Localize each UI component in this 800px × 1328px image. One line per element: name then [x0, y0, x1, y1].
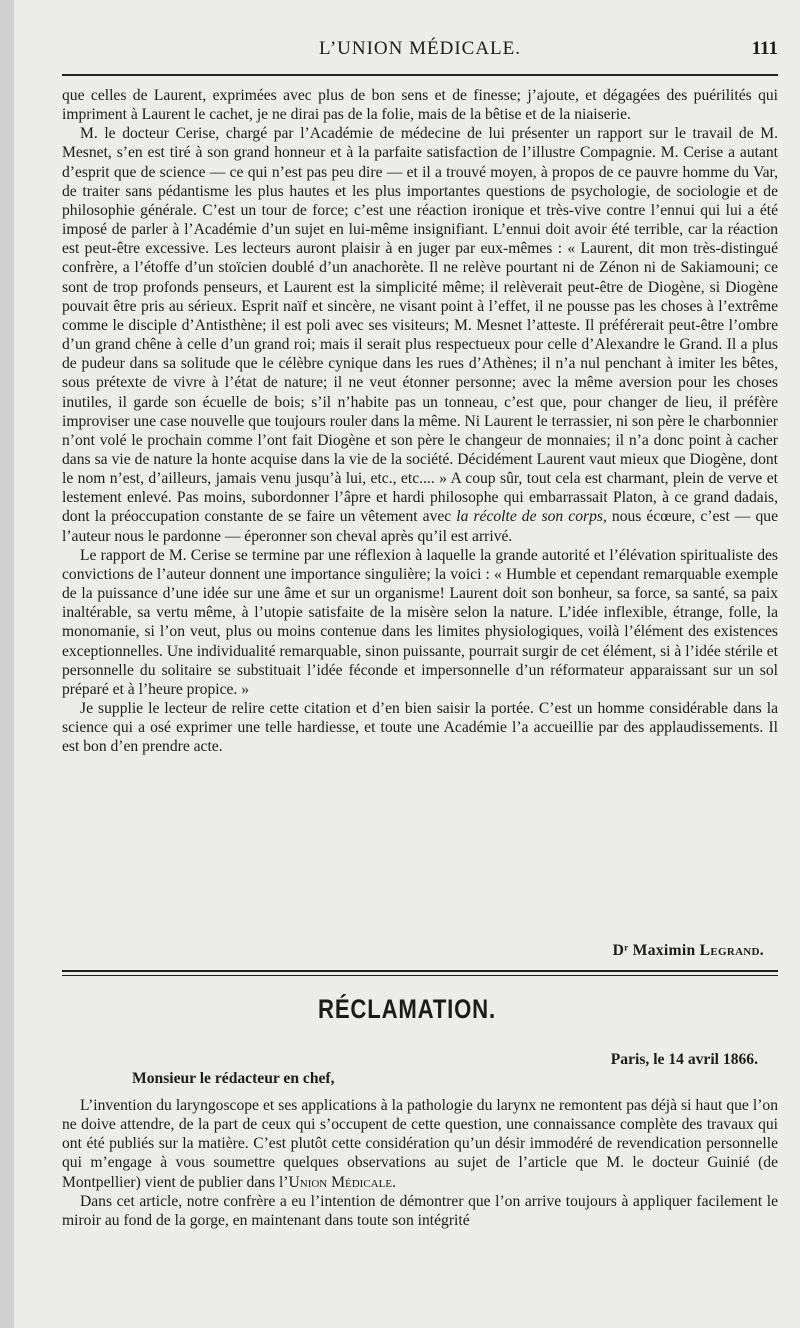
salutation: Monsieur le rédacteur en chef, [132, 1070, 335, 1088]
running-title: L’UNION MÉDICALE. [318, 38, 522, 59]
reclamation-paragraph-2: Dans cet article, notre confrère a eu l’intention de démontrer que l’on arrive toujours à appliquer facilement le miroir au fond de la gorge, en maintenant dans toute son intégrité [62, 1192, 778, 1229]
reclamation-body [62, 1050, 778, 1230]
paragraph-2-tail: nous écœure, c’est — que l’auteur nous le pardonne — éperonner son cheval après qu’il est arrivé. [62, 508, 779, 545]
signature-name: Legrand. [699, 942, 764, 959]
reclamation-paragraph-1 [62, 1096, 778, 1191]
paragraph-2-text: M. le docteur Cerise, chargé par l’Académie de médecine de lui présenter un rapport sur le travail de M. Mesnet, s’en est tiré à son grand honneur et à la parfaite satisfaction de l’illustre Compagnie. M. Cerise a autant d’esprit que de science — ce qui n’est pas peu dire — et il a trouvé moyen, à propos de ce pauvre homme du Var, de traiter sans pédantisme les plus hautes et les plus importantes questions de psychologie, de sociologie et de philosophie générale. C’est un tour de force; c’est une réaction ironique et très-vive contre l’ennui qui lui a été imposé de parler à l’Académie d’un sujet en lui-même insignifiant. L’ennui doit avoir été terrible, car la réaction est peut-être excessive. Les lecteurs auront plaisir à en juger par eux-mêmes : « Laurent, dit mon très-distingué confrère, a l’étoffe d’un stoïcien doublé d’un anachorète. Il ne relève pourtant ni de Zénon ni de Sakiamouni; ce sont de trop profonds penseurs, et Laurent est la simplicité même; il relèverait peut-être de Diogène, si Diogène pouvait être pris au sérieux. Esprit naïf et sincère, ne visant point à l’effet, il ne pousse pas les choses à l’extrême comme le disciple d’Antisthène; il est poli avec ses visiteurs; M. Mesnet l’atteste. Il préférerait peut-être l’ombre d’un grand chêne à celle d’un grand roi; mais il serait plus respectueux pour celle d’Alexandre le Grand. Il a plus de pudeur dans sa solitude que le célèbre cynique dans les rues d’Athènes; il n’a nul penchant à imiter les bêtes, sous prétexte de vivre à l’état de nature; il ne veut étonner personne; avec la même aversion pour les choses inutiles, il garde son écuelle de bois; s’il n’habite pas un tonneau, c’est que, pour changer de lieu, il préfère improviser une case nouvelle que toujours rouler dans la même. Ni Laurent le terrassier, ni son père le charbonnier n’ont volé le prochain comme l’ont fait Diogène et son père le changeur de monnaies; il n’a donc point à cacher dans sa vie de nature la honte acquise dans la vie de la société. Décidément Laurent vaut mieux que Diogène, dont le nom n’est, d’ailleurs, jamais venu jusqu’à lui, etc., etc.... » A coup sûr, tout cela est charmant, plein de verve et lestement enlevé. Pas moins, subordonner l’âpre et hardi philosophe qui embarrassait Platon, à ce grand dadais, dont la préoccupation constante de se faire un vêtement avec [62, 125, 778, 526]
reclamation-title: RÉCLAMATION. [318, 994, 496, 1024]
journal-name: Union Médicale [288, 1173, 393, 1191]
article-body [62, 86, 778, 756]
section-rule-top [62, 970, 778, 972]
newspaper-page [14, 0, 800, 1328]
paragraph-3: Le rapport de M. Cerise se termine par une réflexion à laquelle la grande autorité et l’élévation spiritualiste des convictions de l’auteur donnent une importance singulière; la voici : « Humble et cependant remarquable exemple de la puissance d’une idée sur une âme et sur un organisme! Laurent doit son bonheur, sa force, sa santé, sa paix inaltérable, sa vertu même, à l’utopie satisfaite de la misère selon la nature. L’idée inflexible, étrange, folle, la monomanie, si l’on veut, plus ou moins contenue dans les limites physiologiques, voilà l’élément des existences exceptionnelles. Une individualité remarquable, sinon puissante, pourrait surgir de cet élément, si à l’idée stérile et personnelle du solitaire se substituait l’idée féconde et impersonnelle d’un réformateur apparaissant sur un sol préparé et à l’heure propice. » [62, 546, 778, 698]
section-rule-bottom [62, 975, 778, 976]
signature-prefix: Dʳ Maximin [612, 942, 700, 959]
reclamation-p1-text: L’invention du laryngoscope et ses applications à la pathologie du larynx ne remontent pas déjà si haut que l’on ne doive attendre, de la part de ceux qui s’occupent de cette question, une connaissance complète des travaux qui ont été publiés sur la matière. C’est plutôt cette considération qu’un désir immodéré de revendication personnelle qui m’engage à vous soumettre quelques observations au sujet de l’article que M. le docteur Guinié (de Montpellier) vient de publier dans l’ [62, 1097, 778, 1191]
paragraph-4: Je supplie le lecteur de relire cette citation et d’en bien saisir la portée. C’est un homme considérable dans la science qui a osé exprimer une telle hardiesse, et toute une Académie l’a accueillie par des applaudissements. Il est bon d’en prendre acte. [62, 700, 778, 756]
paragraph-1: que celles de Laurent, exprimées avec plus de bon sens et de finesse; j’ajoute, et dégagées des puérilités qui impriment à Laurent le cachet, je ne dirai pas de la folie, mais de la bêtise et de la niaiserie. [62, 87, 778, 124]
reclamation-p1-end: . [392, 1173, 396, 1191]
signature [613, 942, 764, 960]
page-number: 111 [751, 38, 778, 59]
header-rule [62, 74, 778, 76]
place-date: Paris, le 14 avril 1866. [610, 1051, 758, 1068]
page-header [62, 34, 778, 64]
paragraph-2 [62, 124, 778, 545]
italic-phrase: la récolte de son corps, [456, 508, 607, 526]
